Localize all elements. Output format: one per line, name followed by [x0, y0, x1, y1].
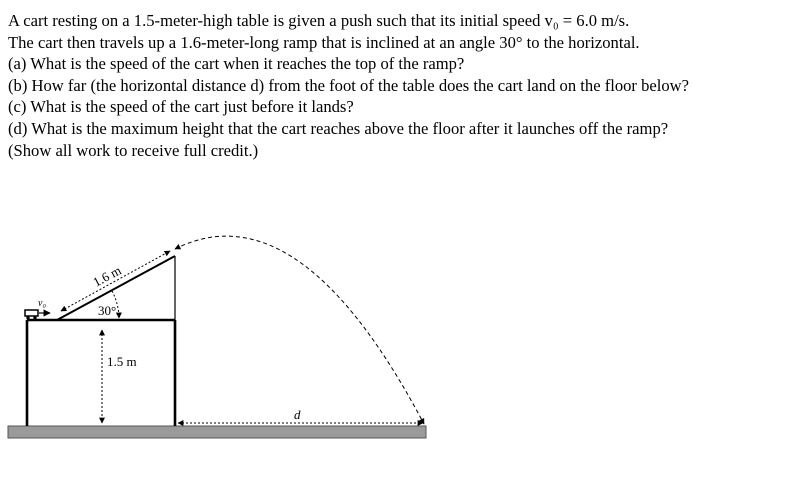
trajectory-path — [175, 236, 424, 424]
intro-line-1: A cart resting on a 1.5-meter-high table is given a push such that its initial speed v₀ = 6.0 m/s. — [8, 11, 630, 30]
cart — [25, 310, 38, 320]
instructions-note: (Show all work to receive full credit.) — [8, 140, 259, 160]
question-d: (d) What is the maximum height that the cart reaches above the floor after it launches off the ramp? — [8, 118, 669, 138]
question-a: (a) What is the speed of the cart when it reaches the top of the ramp? — [8, 54, 465, 74]
height-label: 1.5 m — [107, 354, 137, 369]
ramp-length-label: 1.6 m — [90, 262, 124, 290]
question-c: (c) What is the speed of the cart just before it lands? — [8, 97, 354, 117]
velocity-label: v₀ — [38, 298, 46, 309]
distance-label: d — [294, 407, 301, 422]
ramp-length-dimension — [61, 251, 170, 311]
angle-label: 30° — [98, 303, 117, 318]
question-b: (b) How far (the horizontal distance d) from the foot of the table does the cart land on the floor below? — [8, 75, 690, 95]
floor — [8, 426, 426, 438]
intro-line-2: The cart then travels up a 1.6-meter-long ramp that is inclined at an angle 30° to the horizontal. — [8, 32, 640, 52]
table — [27, 320, 175, 426]
